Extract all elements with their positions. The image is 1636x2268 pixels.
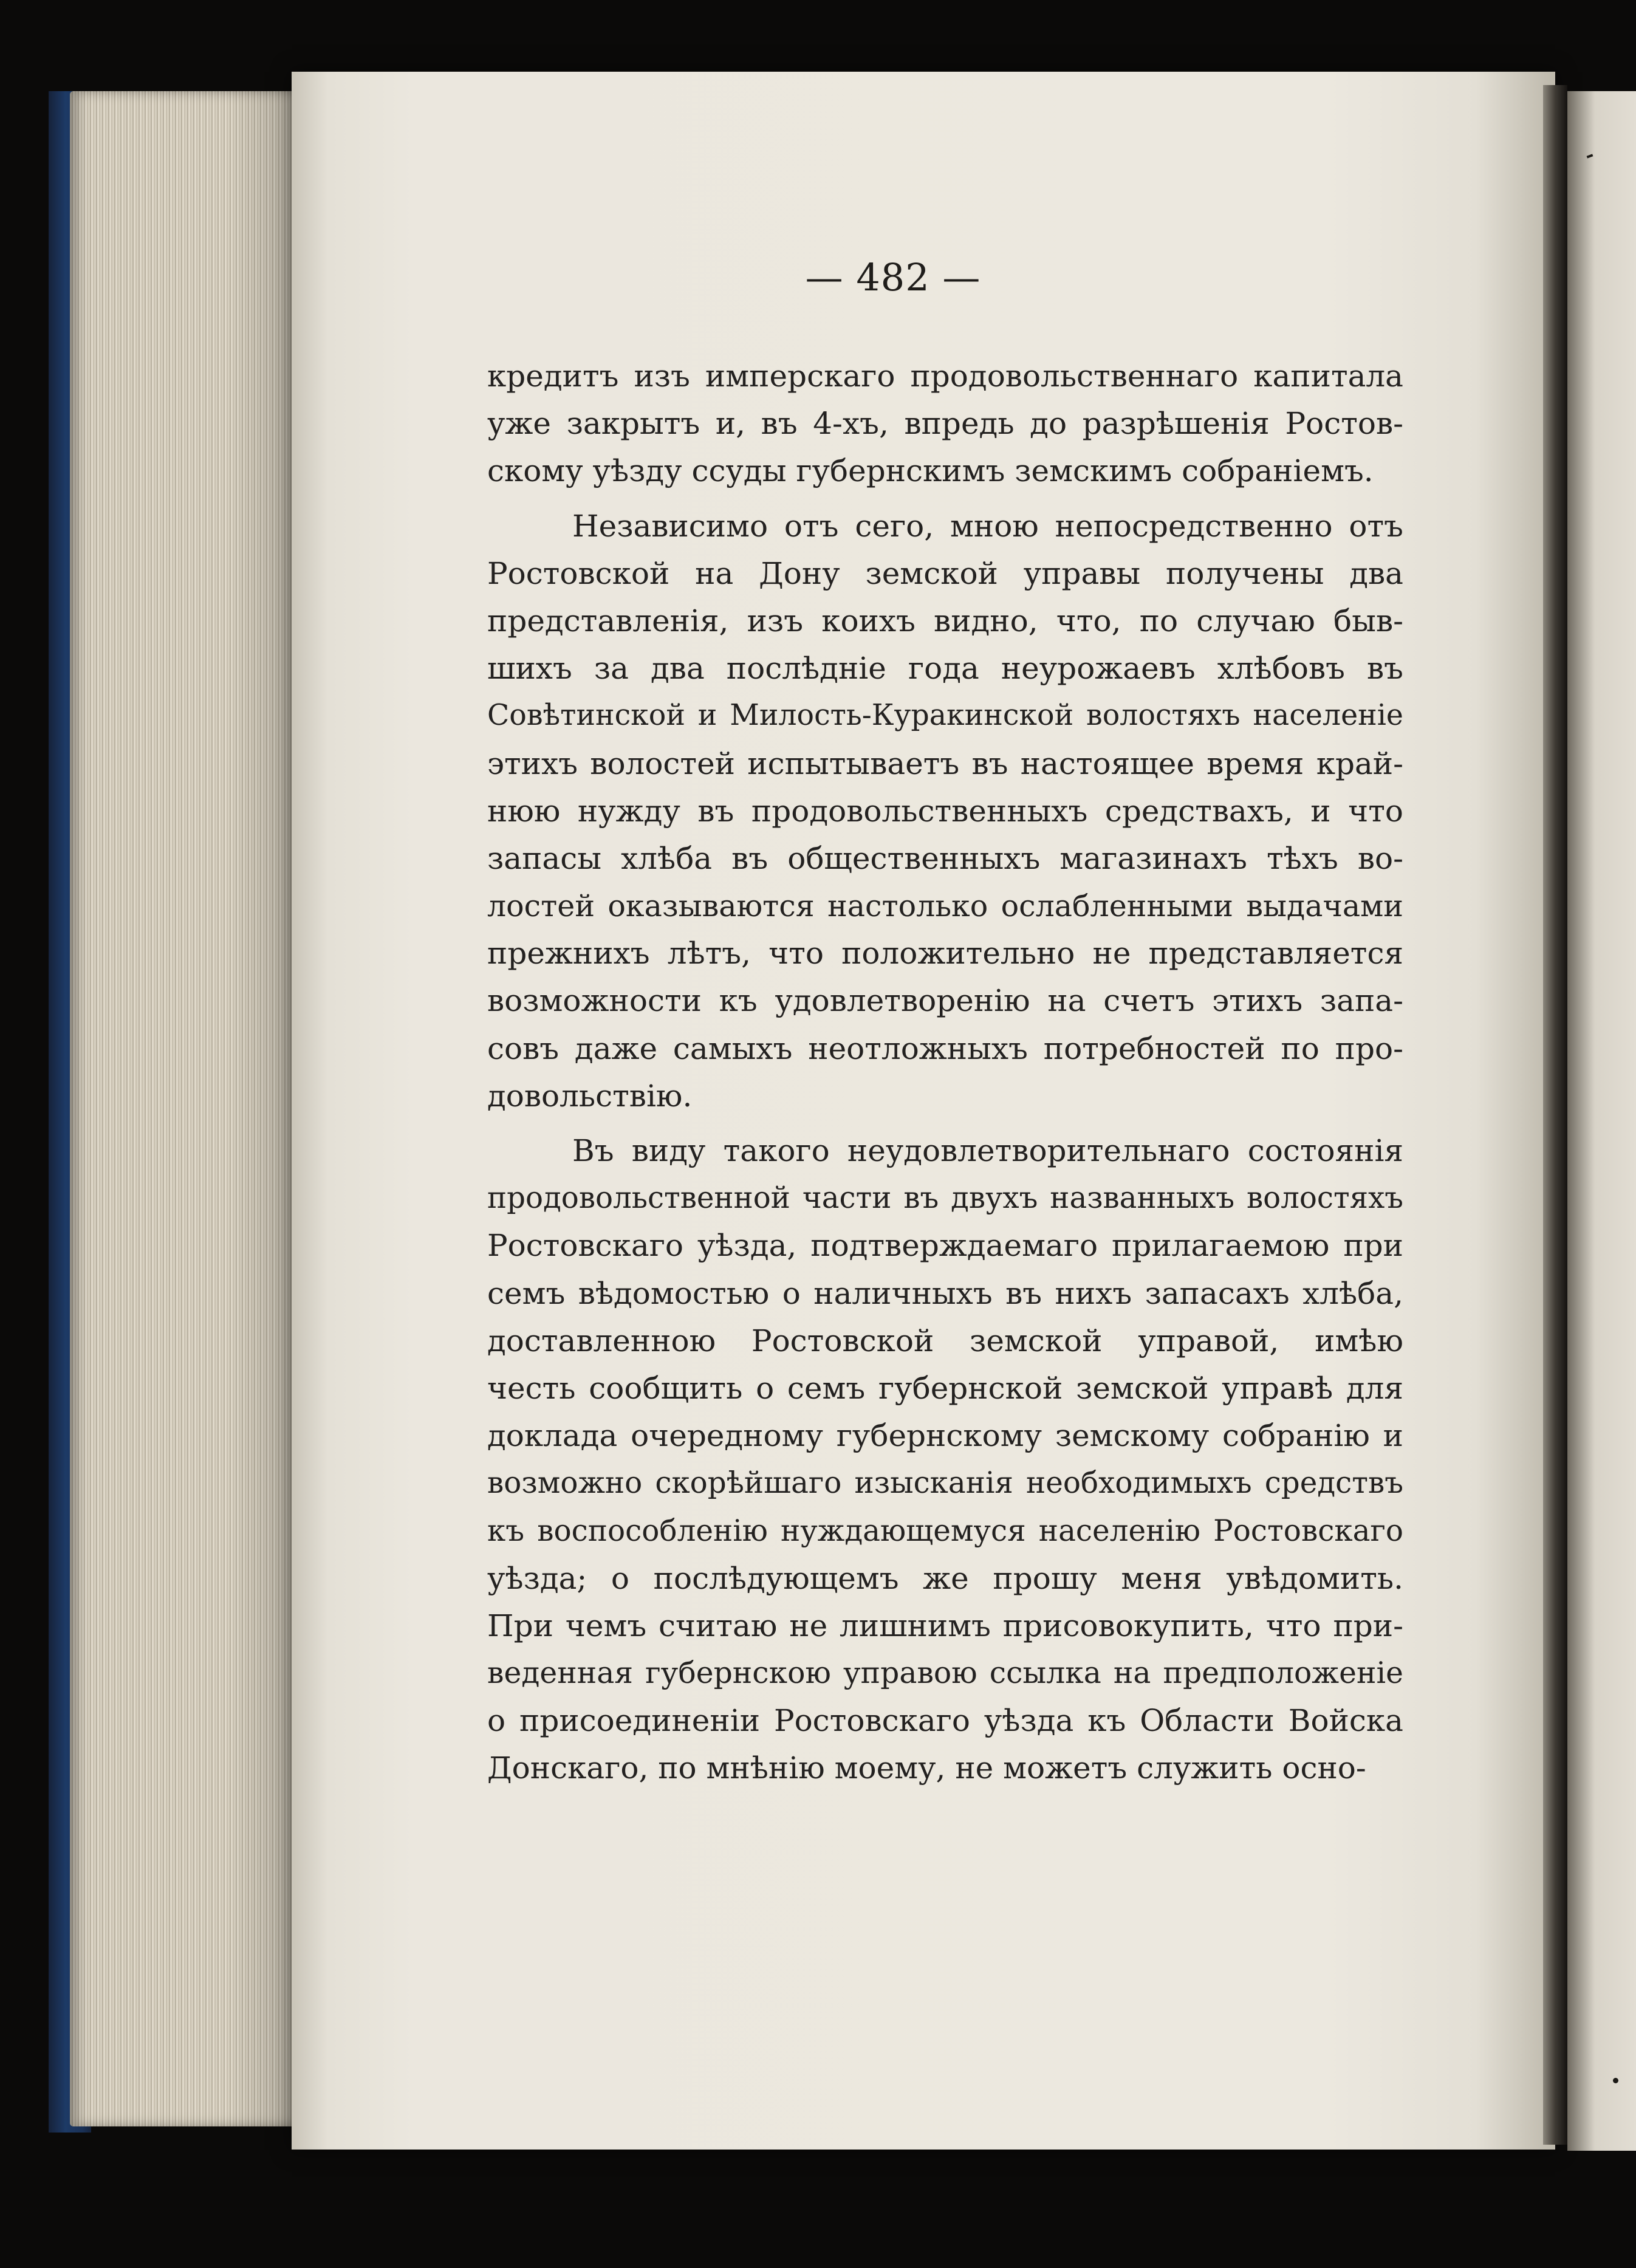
- text-line: возможности къ удовлетворенію на счетъ этихъ запа-: [487, 983, 1403, 1019]
- text-line: довольствію.: [487, 1078, 693, 1114]
- paragraph: [487, 502, 1403, 1120]
- text-line: семъ вѣдомостью о наличныхъ въ нихъ запасахъ хлѣба,: [487, 1275, 1403, 1311]
- book-gutter: [1543, 85, 1567, 2145]
- text-line: представленія, изъ коихъ видно, что, по случаю быв-: [487, 603, 1403, 639]
- text-line: честь сообщить о семъ губернской земской управѣ для: [487, 1370, 1403, 1406]
- text-line: уже закрытъ и, въ 4-хъ, впредь до разрѣшенія Ростов-: [487, 406, 1403, 442]
- body-text: [487, 352, 1403, 1792]
- text-line: совъ даже самыхъ неотложныхъ потребностей по про-: [487, 1030, 1403, 1066]
- text-line: прежнихъ лѣтъ, что положительно не представляется: [487, 936, 1403, 971]
- text-line: Независимо отъ сего, мною непосредственно отъ: [572, 508, 1403, 544]
- text-line: лостей оказываются настолько ослабленными выдачами: [487, 888, 1403, 924]
- text-line: о присоединеніи Ростовскаго уѣзда къ Области Войска: [487, 1703, 1403, 1739]
- text-line: Въ виду такого неудовлетворительнаго состоянія: [572, 1133, 1403, 1168]
- text-line: При чемъ считаю не лишнимъ присовокупить, что при-: [487, 1608, 1403, 1643]
- text-line: къ воспособленію нуждающемуся населенію Ростовскаго: [487, 1513, 1403, 1548]
- text-line: шихъ за два послѣдніе года неурожаевъ хлѣбовъ въ: [487, 651, 1403, 687]
- text-line: доставленною Ростовской земской управой, имѣю: [487, 1323, 1403, 1358]
- paragraph-gap: [487, 1120, 1403, 1127]
- text-line: запасы хлѣба въ общественныхъ магазинахъ тѣхъ во-: [487, 840, 1403, 876]
- text-line: этихъ волостей испытываетъ въ настоящее время край-: [487, 745, 1403, 781]
- text-line: доклада очередному губернскому земскому собранію и: [487, 1418, 1403, 1454]
- text-line: веденная губернскою управою ссылка на предположеніе: [487, 1656, 1403, 1691]
- text-line: продовольственной части въ двухъ названныхъ волостяхъ: [487, 1181, 1403, 1216]
- paragraph-gap: [487, 495, 1403, 502]
- text-line: нюю нужду въ продовольственныхъ средствахъ, и что: [487, 793, 1403, 829]
- text-line: Ростовскаго уѣзда, подтверждаемаго прилагаемою при: [487, 1228, 1403, 1264]
- text-line: возможно скорѣйшаго изысканія необходимыхъ средствъ: [487, 1466, 1403, 1501]
- page-edges: [70, 91, 301, 2126]
- text-line: Ростовской на Дону земской управы получены два: [487, 555, 1403, 591]
- paragraph: [487, 1127, 1403, 1792]
- page-number: — 482 —: [805, 255, 981, 300]
- facing-page-edge: [1567, 91, 1636, 2151]
- text-line: скому уѣзду ссуды губернскимъ земскимъ собраніемъ.: [487, 453, 1374, 489]
- text-line: Донскаго, по мнѣнію моему, не можетъ служить осно-: [487, 1750, 1366, 1786]
- text-line: Совѣтинской и Милость-Куракинской волостяхъ населеніе: [487, 699, 1403, 733]
- paragraph: [487, 352, 1403, 495]
- text-line: кредитъ изъ имперскаго продовольственнаго капитала: [487, 358, 1403, 394]
- facing-page-dot: [1613, 2078, 1618, 2083]
- text-line: уѣзда; о послѣдующемъ же прошу меня увѣдомить.: [487, 1560, 1403, 1596]
